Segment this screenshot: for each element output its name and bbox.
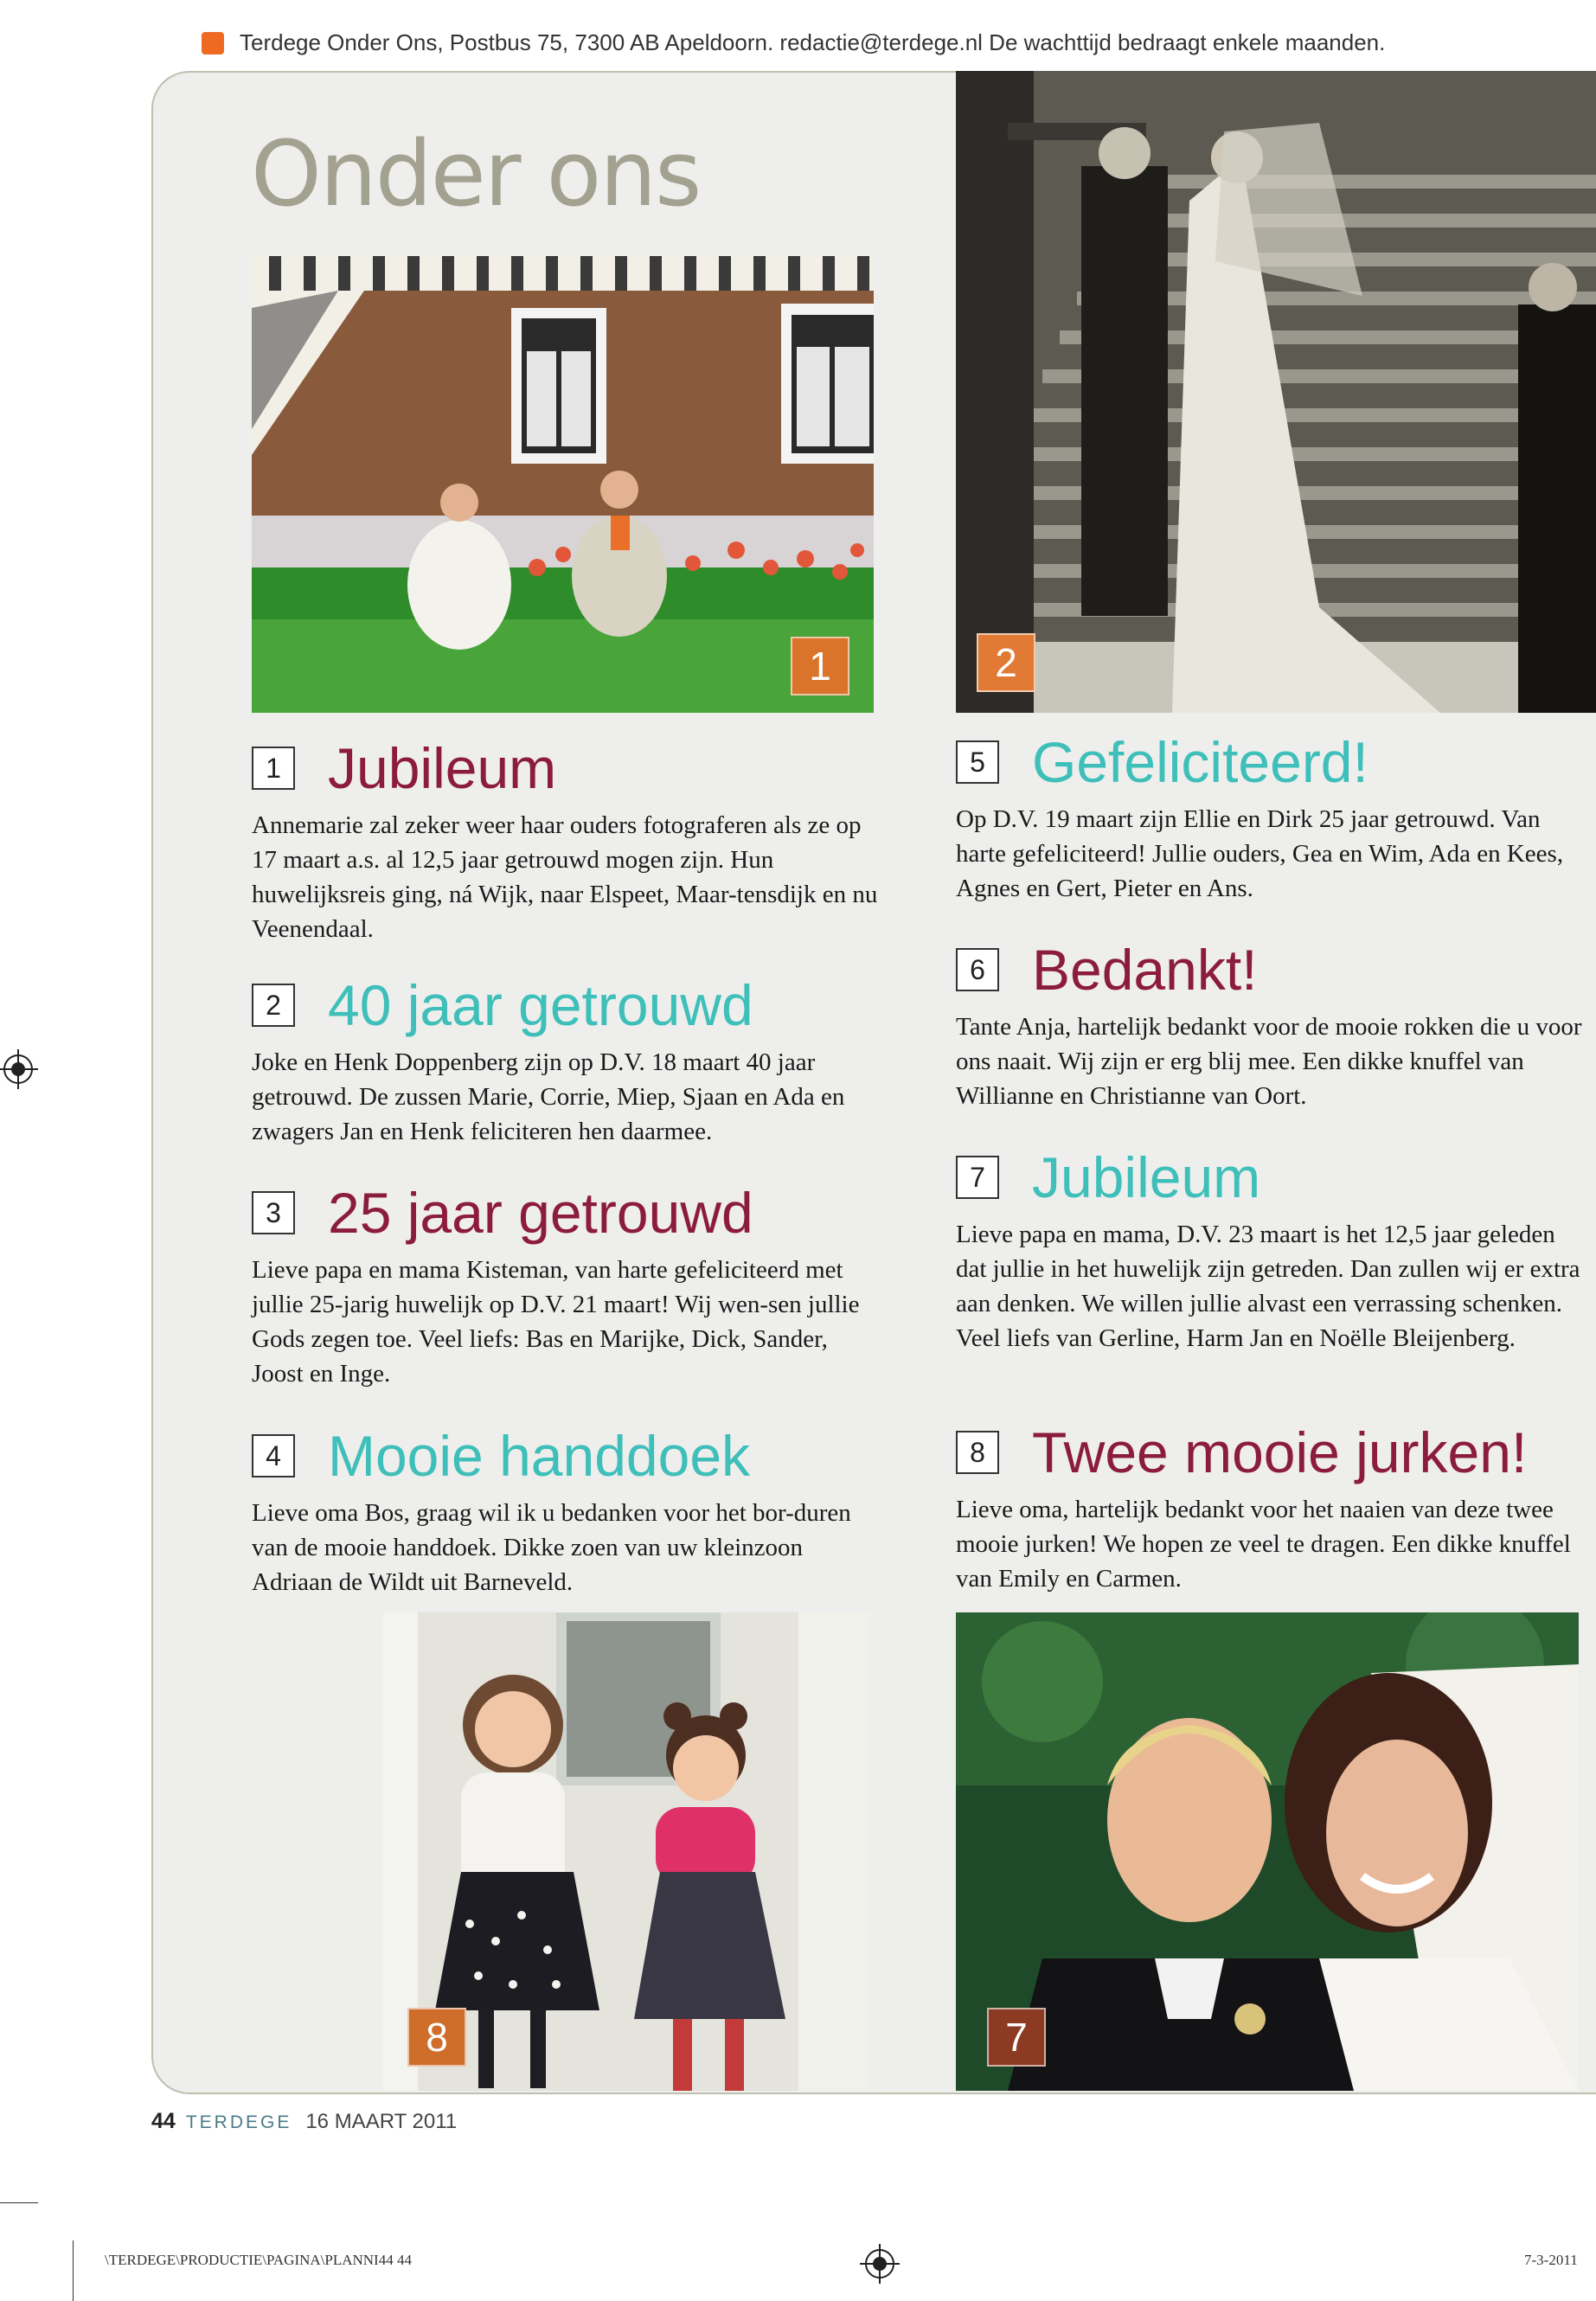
page-number: 44 [151,2109,176,2133]
crop-mark [73,2240,74,2301]
registration-mark-icon [865,2249,894,2279]
item-number: 1 [252,747,295,790]
announcement-2 [252,971,879,1149]
photo-badge: 1 [791,637,849,695]
item-title: Jubileum [1032,1145,1261,1209]
announcement-7 [956,1143,1583,1356]
item-number: 7 [956,1156,999,1199]
photo-badge: 7 [987,2008,1046,2067]
item-body: Annemarie zal zeker weer haar ouders fotograferen als ze op 17 maart a.s. al 12,5 jaar getrouwd mogen zijn. Hun huwelijksreis ging, ná Wijk, naar Elspeet, Maar-tensdijk en nu Veenendaal. [252,811,878,943]
item-title: 40 jaar getrouwd [328,973,753,1037]
photo-wedding-stairs [956,71,1596,713]
item-body: Lieve papa en mama Kisteman, van harte gefeliciteerd met jullie 25-jarig huwelijk op D.V. 21 maart! Wij wen-sen jullie Gods zegen toe. Veel liefs: Bas en Marijke, Dick, Sander, Joost en Inge. [252,1256,860,1388]
header-bar [202,29,1385,56]
print-slug-path: \TERDEGE\PRODUCTIE\PAGINA\PLANNI44 44 [105,2252,412,2268]
magazine-name: TERDEGE [185,2112,292,2132]
announcement-6 [956,935,1583,1113]
item-number: 3 [252,1191,295,1234]
item-body: Op D.V. 19 maart zijn Ellie en Dirk 25 jaar getrouwd. Van harte gefeliciteerd! Jullie ouders, Gea en Wim, Ada en Kees, Agnes en Gert, Pieter en Ans. [956,805,1564,902]
item-number: 2 [252,984,295,1027]
item-title: Jubileum [328,736,557,800]
page-title: Onder ons [251,121,701,227]
item-title: Mooie handdoek [328,1424,751,1488]
item-title: Twee mooie jurken! [1032,1420,1528,1484]
item-number: 6 [956,948,999,991]
announcement-5 [956,727,1583,906]
header-bar-text: Terdege Onder Ons, Postbus 75, 7300 AB Apeldoorn. redactie@terdege.nl De wachttijd bedraagt enkele maanden. [240,29,1386,55]
item-number: 8 [956,1431,999,1474]
orange-square-icon [202,32,224,54]
photo-badge: 2 [977,633,1035,692]
item-body: Lieve oma Bos, graag wil ik u bedanken voor het bor-duren van de mooie handdoek. Dikke zoen van uw kleinzoon Adriaan de Wildt uit Barneveld. [252,1499,851,1596]
item-body: Lieve papa en mama, D.V. 23 maart is het 12,5 jaar geleden dat jullie in het huwelijk zijn getreden. Dan zullen wij er extra aan denken. We willen jullie alvast een verrassing schenken. Veel liefs van Gerline, Harm Jan en Noëlle Bleijenberg. [956,1221,1580,1352]
announcement-1 [252,734,879,946]
item-title: Bedankt! [1032,938,1258,1002]
item-title: 25 jaar getrouwd [328,1181,753,1245]
issue-date: 16 MAART 2011 [305,2110,458,2133]
item-number: 5 [956,740,999,784]
crop-mark [0,2202,38,2203]
photo-couple-house [252,256,874,713]
item-number: 4 [252,1434,295,1477]
item-body: Lieve oma, hartelijk bedankt voor het naaien van deze twee mooie jurken! We hopen ze veel te dragen. Een dikke knuffel van Emily en Carmen. [956,1496,1571,1593]
photo-wedding-couple [956,1612,1579,2091]
page-footer [151,2109,457,2134]
photo-two-girls [383,1612,869,2091]
announcement-8 [956,1418,1583,1596]
announcement-4 [252,1421,879,1599]
item-body: Joke en Henk Doppenberg zijn op D.V. 18 maart 40 jaar getrouwd. De zussen Marie, Corrie, Miep, Sjaan en Ada en zwagers Jan en Henk feliciteren hen daarmee. [252,1048,845,1145]
print-slug-date: 7-3-2011 [1524,2252,1578,2268]
registration-mark-icon [3,1054,33,1084]
photo-badge: 8 [407,2008,466,2067]
item-body: Tante Anja, hartelijk bedankt voor de mooie rokken die u voor ons naait. Wij zijn er erg blij mee. Een dikke knuffel van Willianne en Christianne van Oort. [956,1013,1582,1110]
announcement-3 [252,1178,879,1391]
item-title: Gefeliciteerd! [1032,730,1368,794]
